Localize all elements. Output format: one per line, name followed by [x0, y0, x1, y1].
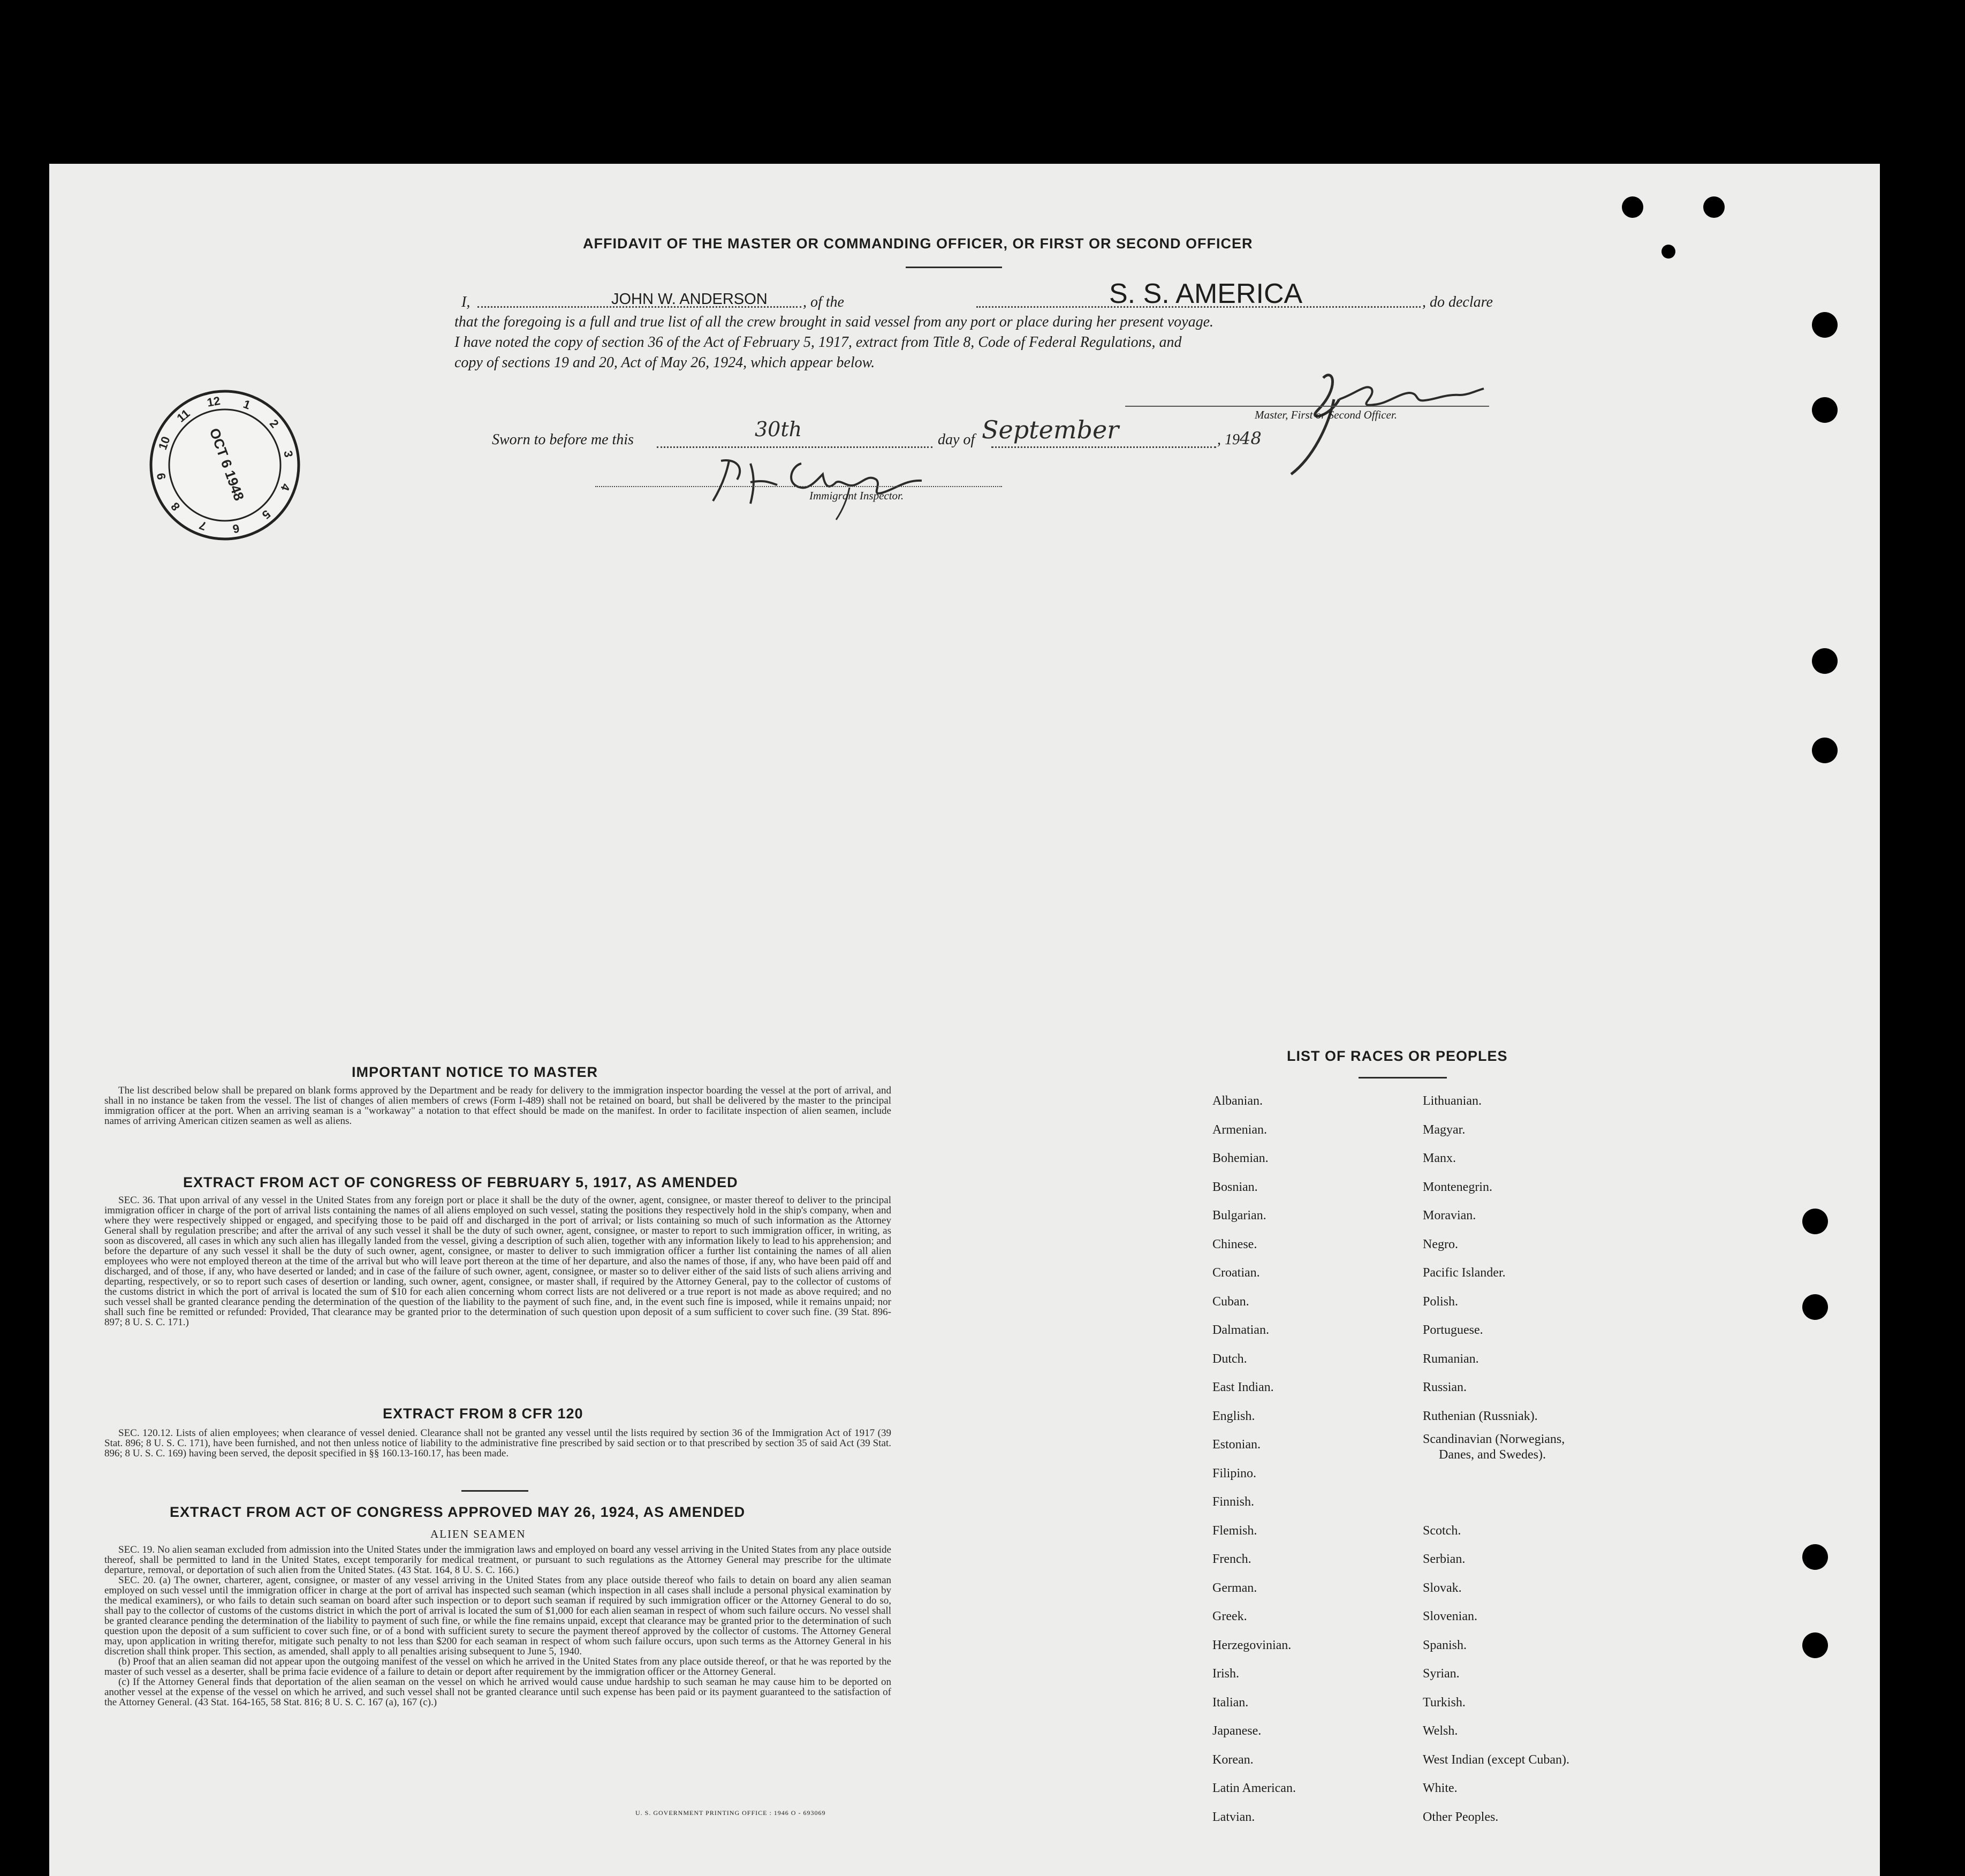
master-label: Master, First or Second Officer.: [1255, 408, 1397, 421]
notice-paragraph: The list described below shall be prepared on blank forms approved by the Department and be ready for delivery to the immigration inspector boarding the vessel at the port of arrival, and shall in no instance be taken from the vessel. The list of changes of alien members of crews (Form I-489) shall not be retained on board, but shall be delivered by the master to the principal immigration officer at the port. When an arriving seaman is a "workaway" a notation to that effect should be made on the manifest. In order to facilitate inspection of alien seamen, include names of arriving American citizen seamen as well as aliens.: [104, 1085, 891, 1127]
race-item: Syrian.: [1423, 1667, 1460, 1681]
stamp-ring-number: 4: [278, 482, 293, 493]
race-item: Serbian.: [1423, 1552, 1466, 1566]
punch-hole: [1622, 196, 1643, 218]
races-title: LIST OF RACES OR PEOPLES: [1287, 1048, 1508, 1064]
affidavit-i: I,: [461, 294, 471, 310]
race-item: Irish.: [1212, 1667, 1239, 1681]
race-item: Armenian.: [1212, 1122, 1267, 1137]
race-item: East Indian.: [1212, 1380, 1274, 1394]
race-item: French.: [1212, 1552, 1251, 1566]
sec-20c-paragraph: (c) If the Attorney General finds that deportation of the alien seaman on the vessel on which he arrived would cause undue hardship to such seaman he may cause him to be deported on another vessel at the expense of the vessel on which he arrived, and such vessel shall not be granted clearance until such expense has been paid or its payment guaranteed to the satisfaction of the Attorney General. (43 Stat. 164-165, 58 Stat. 816; 8 U. S. C. 167 (a), 167 (c).): [104, 1676, 891, 1708]
affidavit-do-declare: , do declare: [1422, 294, 1493, 310]
race-item: Flemish.: [1212, 1523, 1257, 1538]
race-item: Filipino.: [1212, 1466, 1257, 1480]
race-item: Rumanian.: [1423, 1351, 1479, 1366]
stamp-ring-number: 12: [206, 393, 222, 409]
race-item: Cuban.: [1212, 1294, 1249, 1309]
inspector-signature-line: [595, 486, 1002, 487]
extract-1917-body: [104, 1195, 891, 1327]
extract-1924-title: EXTRACT FROM ACT OF CONGRESS APPROVED MAY 26, 1924, AS AMENDED: [170, 1504, 746, 1520]
master-name: JOHN W. ANDERSON: [611, 291, 768, 308]
affidavit-of-the: , of the: [803, 294, 844, 310]
stamp-ring-number: 10: [155, 435, 173, 452]
race-item: Albanian.: [1212, 1094, 1263, 1108]
extract-cfr-title: EXTRACT FROM 8 CFR 120: [383, 1406, 583, 1422]
sec-20b-paragraph: (b) Proof that an alien seaman did not appear upon the outgoing manifest of the vessel on which he arrived in the United States from any place outside thereof, or that he was reported by the master of such vessel as a deserter, shall be prima facie evidence of a failure to detain or deport after requirement by the immigration officer or the Attorney General.: [104, 1656, 891, 1677]
race-item: Dalmatian.: [1212, 1323, 1269, 1337]
extract-1917-paragraph: SEC. 36. That upon arrival of any vessel in the United States from any foreign port or place it shall be the duty of the owner, agent, consignee, or master thereof to deliver to the principal immigration officer in charge of the port of arrival lists containing the names of all aliens employed on such vessel, stating the positions they respectively hold in the ship's company, when and where they were respectively shipped or engaged, and specifying those to be paid off and discharged in the port of arrival; or lists containing so much of such information as the Attorney General shall by regulation prescribe; and after the arrival of any such vessel it shall be the duty of such owner, agent, consignee, or master to report to such immigration officer, in writing, as soon as discovered, all cases in which any such alien has illegally landed from the vessel, giving a description of such alien, together with any information likely to lead to his apprehension; and before the departure of any such vessel it shall be the duty of such owner, agent, consignee, or master to deliver to such immigration officer a further list containing the names of all alien employees who were not employed thereon at the time of the arrival but who will leave port thereon at the time of her departure, and also the names of those, if any, who have been paid off and discharged, and of those, if any, who have deserted or landed; and in case of the failure of such owner, agent, consignee, or master so to deliver either of the said lists of such aliens arriving and departing, respectively, or so to report such cases of desertion or landing, such owner, agent, consignee, or master shall, if required by the Attorney General, pay to the collector of customs of the customs district in which the port of arrival is located the sum of $10 for each alien concerning whom correct lists are not delivered or a true report is not made as above required; and no such vessel shall be granted clearance pending the determination of the question of the liability to the payment of such fine, and, in the event such fine is imposed, while it remains unpaid; nor shall such fine be remitted or refunded: Provided, That clearance may be granted prior to the determination of such question upon deposit of a sum sufficient to cover such fine. (39 Stat. 896-897; 8 U. S. C. 171.): [104, 1195, 891, 1328]
race-item: Portuguese.: [1423, 1323, 1483, 1337]
punch-hole: [1812, 738, 1838, 763]
affidavit-line-3: I have noted the copy of section 36 of the Act of February 5, 1917, extract from Title 8, Code of Federal Regulations, and: [454, 334, 1182, 351]
stamp-ring-number: 3: [281, 449, 296, 459]
stamp-date: OCT 6 1948: [206, 426, 248, 503]
race-item: Other Peoples.: [1423, 1810, 1499, 1824]
race-item: Italian.: [1212, 1695, 1249, 1710]
race-item: Slovak.: [1423, 1581, 1462, 1595]
punch-hole: [1802, 1209, 1828, 1234]
vessel-name: S. S. AMERICA: [1109, 278, 1303, 309]
sec-20a-paragraph: SEC. 20. (a) The owner, charterer, agent, consignee, or master of any vessel arriving in the United States from any place outside thereof who fails to detain on board any alien seaman employed on such vessel until the immigration officer in charge at the port of arrival has inspected such seaman (which inspection in all cases shall include a personal physical examination by the medical examiners), or who fails to detain such seaman on board after such inspection or to deport such seaman if required by such immigration officer or the Attorney General to do so, shall pay to the collector of customs of the customs district in which the port of arrival is located the sum of $1,000 for each alien seaman in respect of whom such failure occurs. No vessel shall be granted clearance pending the determination of the liability to payment of such fine, or while the fine remains unpaid, except that clearance may be granted prior to the determination of such question upon the deposit of a sum sufficient to cover such fine, or of a bond with sufficient surety to secure the payment thereof approved by the collector of customs. The Attorney General may, upon application in writing therefor, mitigate such penalty to not less than $200 for each seaman in respect of whom such failure occurs, upon such terms as the Attorney General in his discretion shall think proper. This section, as amended, shall apply to all penalties arising subsequent to June 5, 1940.: [104, 1575, 891, 1657]
inspector-label: Immigrant Inspector.: [809, 489, 904, 502]
race-item: White.: [1423, 1781, 1458, 1795]
title-underline: [906, 267, 1002, 268]
race-item: English.: [1212, 1409, 1255, 1423]
race-item: Turkish.: [1423, 1695, 1466, 1710]
punch-hole: [1812, 312, 1838, 338]
stamp-ring-number: 7: [197, 518, 208, 534]
races-title-underline: [1359, 1077, 1447, 1078]
extract-cfr-paragraph: SEC. 120.12. Lists of alien employees; when clearance of vessel denied. Clearance shall not be granted any vessel until the lists required by section 36 of the Immigration Act of 1917 (39 Stat. 896; 8 U. S. C. 171), have been furnished, and not then unless notice of liability to the administrative fine prescribed by said section or to that prescribed by section 35 of said Act (39 Stat. 896; 8 U. S. C. 169) having been served, the deposit specified in §§ 160.13-160.17, has been made.: [104, 1427, 891, 1459]
race-item: Negro.: [1423, 1237, 1458, 1251]
printer-imprint: U. S. GOVERNMENT PRINTING OFFICE : 1946 O - 693069: [635, 1809, 826, 1817]
race-item: Bohemian.: [1212, 1151, 1269, 1165]
race-item: German.: [1212, 1581, 1257, 1595]
race-item: Latin American.: [1212, 1781, 1296, 1795]
master-signature: [1248, 362, 1505, 490]
race-item: Lithuanian.: [1423, 1094, 1482, 1108]
race-item: Manx.: [1423, 1151, 1456, 1165]
race-item: Estonian.: [1212, 1438, 1261, 1452]
extract-1917-title: EXTRACT FROM ACT OF CONGRESS OF FEBRUARY 5, 1917, AS AMENDED: [183, 1174, 738, 1190]
race-item: Ruthenian (Russniak).: [1423, 1409, 1538, 1423]
race-item: Moravian.: [1423, 1209, 1476, 1222]
race-item: Japanese.: [1212, 1724, 1262, 1738]
day-of-text: day of: [938, 431, 975, 448]
race-item: Greek.: [1212, 1609, 1247, 1623]
month-line: [991, 446, 1216, 448]
year-value: 48: [1240, 428, 1262, 449]
inspector-signature: [670, 442, 970, 522]
race-item: Latvian.: [1212, 1810, 1255, 1824]
cfr-divider: [461, 1490, 528, 1492]
punch-hole: [1703, 196, 1725, 218]
affidavit-title: AFFIDAVIT OF THE MASTER OR COMMANDING OFFICER, OR FIRST OR SECOND OFFICER: [583, 236, 1253, 252]
punch-hole: [1802, 1294, 1828, 1320]
extract-1924-subtitle: ALIEN SEAMEN: [430, 1528, 526, 1540]
race-item: Pacific Islander.: [1423, 1266, 1506, 1280]
sworn-text: Sworn to before me this: [492, 431, 634, 448]
month-value: September: [982, 415, 1119, 444]
race-item: Magyar.: [1423, 1122, 1466, 1137]
race-item: Dutch.: [1212, 1351, 1247, 1366]
stamp-ring-number: 1: [241, 397, 253, 412]
race-item: Bosnian.: [1212, 1180, 1258, 1194]
race-item: Montenegrin.: [1423, 1180, 1492, 1194]
stamp-ring-number: 11: [174, 406, 193, 425]
race-item: Korean.: [1212, 1752, 1254, 1767]
affidavit-line-2: that the foregoing is a full and true list of all the crew brought in said vessel from any port or place during her present voyage.: [454, 314, 1214, 330]
notice-title: IMPORTANT NOTICE TO MASTER: [352, 1064, 598, 1080]
punch-hole: [1812, 648, 1838, 674]
punch-hole: [1812, 397, 1838, 423]
race-item: Scotch.: [1423, 1523, 1461, 1538]
race-item: Finnish.: [1212, 1495, 1255, 1509]
stamp-ring-number: 9: [154, 472, 169, 481]
race-item: Scandinavian (Norwegians,: [1423, 1432, 1565, 1446]
stamp-ring-number: 5: [259, 507, 274, 522]
race-item: West Indian (except Cuban).: [1423, 1752, 1569, 1767]
day-value: 30th: [755, 417, 802, 441]
punch-hole: [1802, 1632, 1828, 1658]
document-page: [49, 164, 1880, 1876]
stamp-ring-number: 2: [267, 416, 282, 431]
punch-hole: [1802, 1544, 1828, 1570]
master-signature-line: [1125, 406, 1489, 407]
race-item: Polish.: [1423, 1294, 1459, 1309]
race-item: Croatian.: [1212, 1266, 1260, 1280]
sec-19-paragraph: SEC. 19. No alien seaman excluded from admission into the United States under the immigration laws and employed on board any vessel arriving in the United States from any place outside thereof, shall be permitted to land in the United States, except temporarily for medical treatment, or pursuant to such regulations as the Attorney General may prescribe for the ultimate departure, removal, or deportation of such alien from the United States. (43 Stat. 164, 8 U. S. C. 166.): [104, 1544, 891, 1576]
extract-1924-body: [104, 1545, 891, 1707]
race-item: Herzegovinian.: [1212, 1638, 1292, 1652]
notice-body: [104, 1085, 891, 1126]
race-item: Welsh.: [1423, 1724, 1458, 1738]
race-item: Danes, and Swedes).: [1439, 1448, 1546, 1462]
race-item: Slovenian.: [1423, 1609, 1477, 1623]
race-item: Spanish.: [1423, 1638, 1467, 1652]
immigration-date-stamp: [147, 388, 302, 543]
extract-cfr-body: [104, 1428, 891, 1459]
affidavit-line-4: copy of sections 19 and 20, Act of May 26, 1924, which appear below.: [454, 354, 875, 371]
race-item: Bulgarian.: [1212, 1209, 1266, 1222]
year-prefix: , 19: [1217, 431, 1240, 448]
race-item: Russian.: [1423, 1380, 1467, 1394]
punch-hole: [1661, 245, 1675, 259]
race-item: Chinese.: [1212, 1237, 1257, 1251]
stamp-ring-number: 6: [231, 521, 241, 536]
stamp-ring-number: 8: [168, 499, 183, 514]
